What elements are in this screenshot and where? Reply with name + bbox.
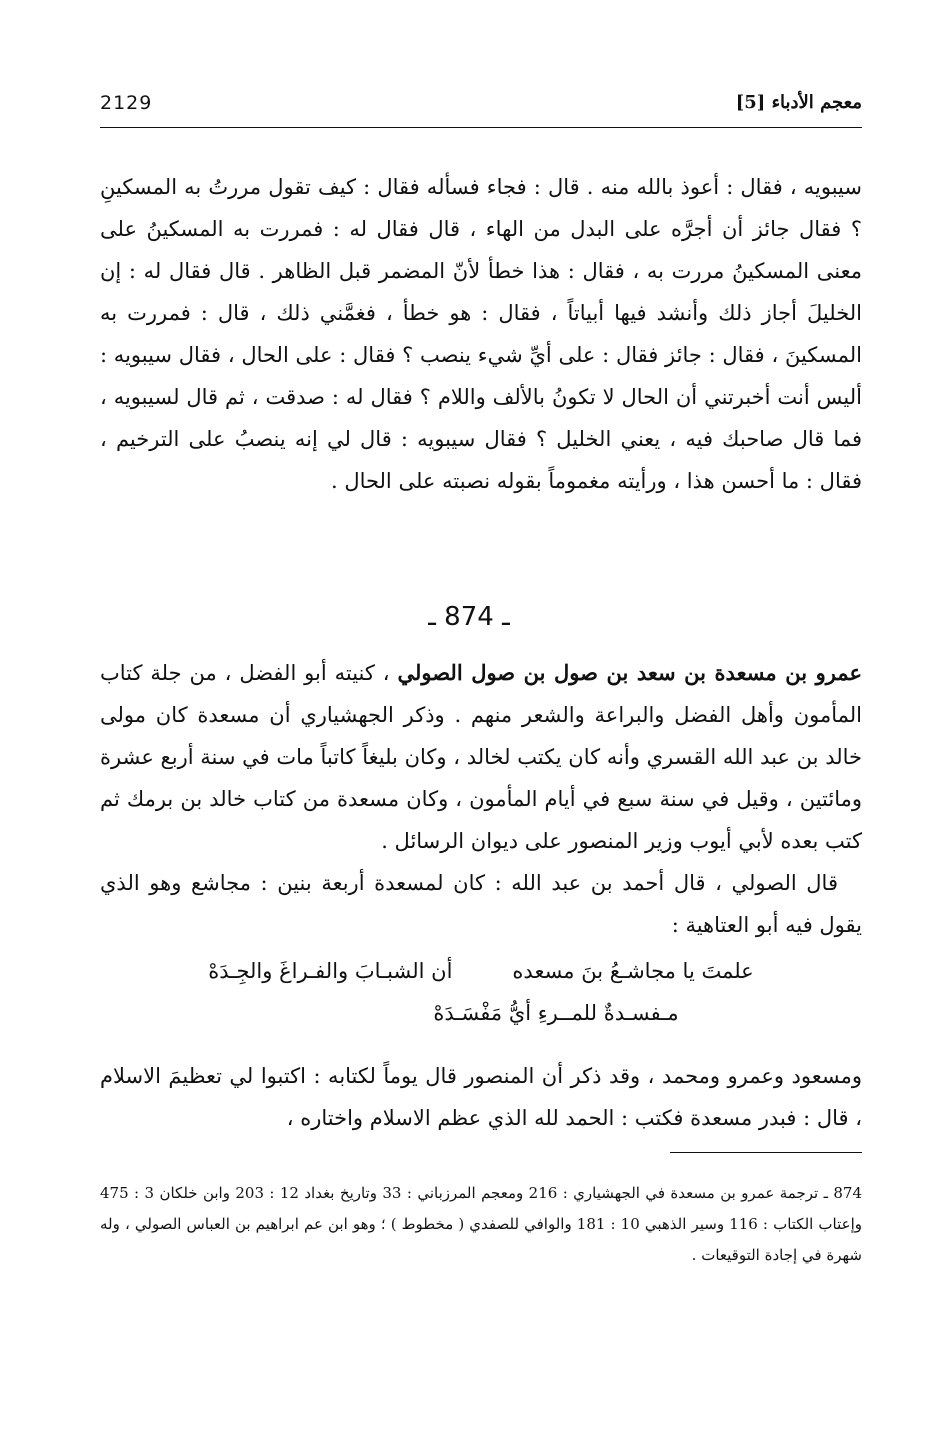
footnotes [100,1178,862,1271]
entry-paragraph-3-text: ومسعود وعمرو ومحمد ، وقد ذكر أن المنصور قال يوماً لكتابه : اكتبوا لي تعظيمَ الاسلام ، قال : فبدر مسعدة فكتب : الحمد لله الذي عظم الاسلام واختاره ، [100,1064,862,1130]
entry-number: ـ 874 ـ [428,602,510,632]
footnote-874: 874 ـ ترجمة عمرو بن مسعدة في الجهشياري : 216 ومعجم المرزباني : 33 وتاريخ بغداد 12 : 203 وابن خلكان 3 : 475 وإعتاب الكتاب : 116 وسير الذهبي 10 : 181 والوافي للصفدي ( مخطوط ) ؛ وهو ابن عم ابراهيم بن العباس الصولي ، وله شهرة في إجادة التوقيعات . [100,1184,862,1264]
verse-line-2 [100,992,862,1034]
verse-hemistich-2: أن الشبـابَ والفـراغَ والجِـدَهْ [208,959,453,983]
footnote-rule [670,1152,862,1153]
verse-hemistich-1: علمتَ يا مجاشـعُ بنَ مسعده [512,959,754,983]
entry-intro [100,652,862,862]
running-title: معجم الأدباء [5] [735,92,862,113]
page-header [100,92,862,122]
continued-paragraph-text: سيبويه ، فقال : أعوذ بالله منه . قال : فجاء فسأله فقال : كيف تقول مررتُ به المسكينِ ؟ فقال جائز أن أجرَّه على البدل من الهاء ، قال فقال له : فمررت به المسكينُ على معنى المسكينُ مررت به ، فقال : هذا خطأ لأنّ المضمر قبل الظاهر . قال فقال له : إن الخليلَ أجاز ذلك وأنشد فيها أبياتاً ، فقال : هو خطأ ، فغمَّني ذلك ، قال : فمررت به المسكينَ ، فقال : جائز فقال : على أيِّ شيء ينصب ؟ فقال : على الحال ، فقال سيبويه : أليس أنت أخبرتني أن الحال لا تكونُ بالألف واللام ؟ فقال له : صدقت ، ثم قال لسيبويه ، فما قال صاحبك فيه ، يعني الخليل ؟ فقال سيبويه : قال لي إنه ينصبُ على الترخيم ، فقال : ما أحسن هذا ، ورأيته مغموماً بقوله نصبته على الحال . [100,175,862,493]
continued-paragraph [100,166,862,502]
entry-intro-text: ، كنيته أبو الفضل ، من جلة كتاب المأمون وأهل الفضل والبراعة والشعر منهم . وذكر الجهشياري أن مسعدة كان مولى خالد بن عبد الله القسري وأنه كان يكتب لخالد ، وكان بليغاً كاتباً مات في سنة أربع عشرة ومائتين ، وقيل في سنة سبع في أيام المأمون ، وكان مسعدة من كتاب خالد بن برمك ثم كتب بعده لأبي أيوب وزير المنصور على ديوان الرسائل . [100,661,862,853]
entry-subject-name: عمرو بن مسعدة بن سعد بن صول بن صول الصولي [397,660,862,685]
header-rule [100,127,862,128]
entry-paragraph-2-text: قال الصولي ، قال أحمد بن عبد الله : كان لمسعدة أربعة بنين : مجاشع وهو الذي يقول فيه أبو العتاهية : [100,871,862,937]
poem-verse [100,950,862,1034]
entry-paragraph-2 [100,862,862,946]
verse-line-1 [100,950,862,992]
verse-hemistich-3: مـفسـدةٌ للمــرءِ أيُّ مَفْسَـدَهْ [433,1001,679,1025]
entry-paragraph-3 [100,1055,862,1139]
entry-body [100,652,862,946]
page-number: 2129 [100,92,153,114]
